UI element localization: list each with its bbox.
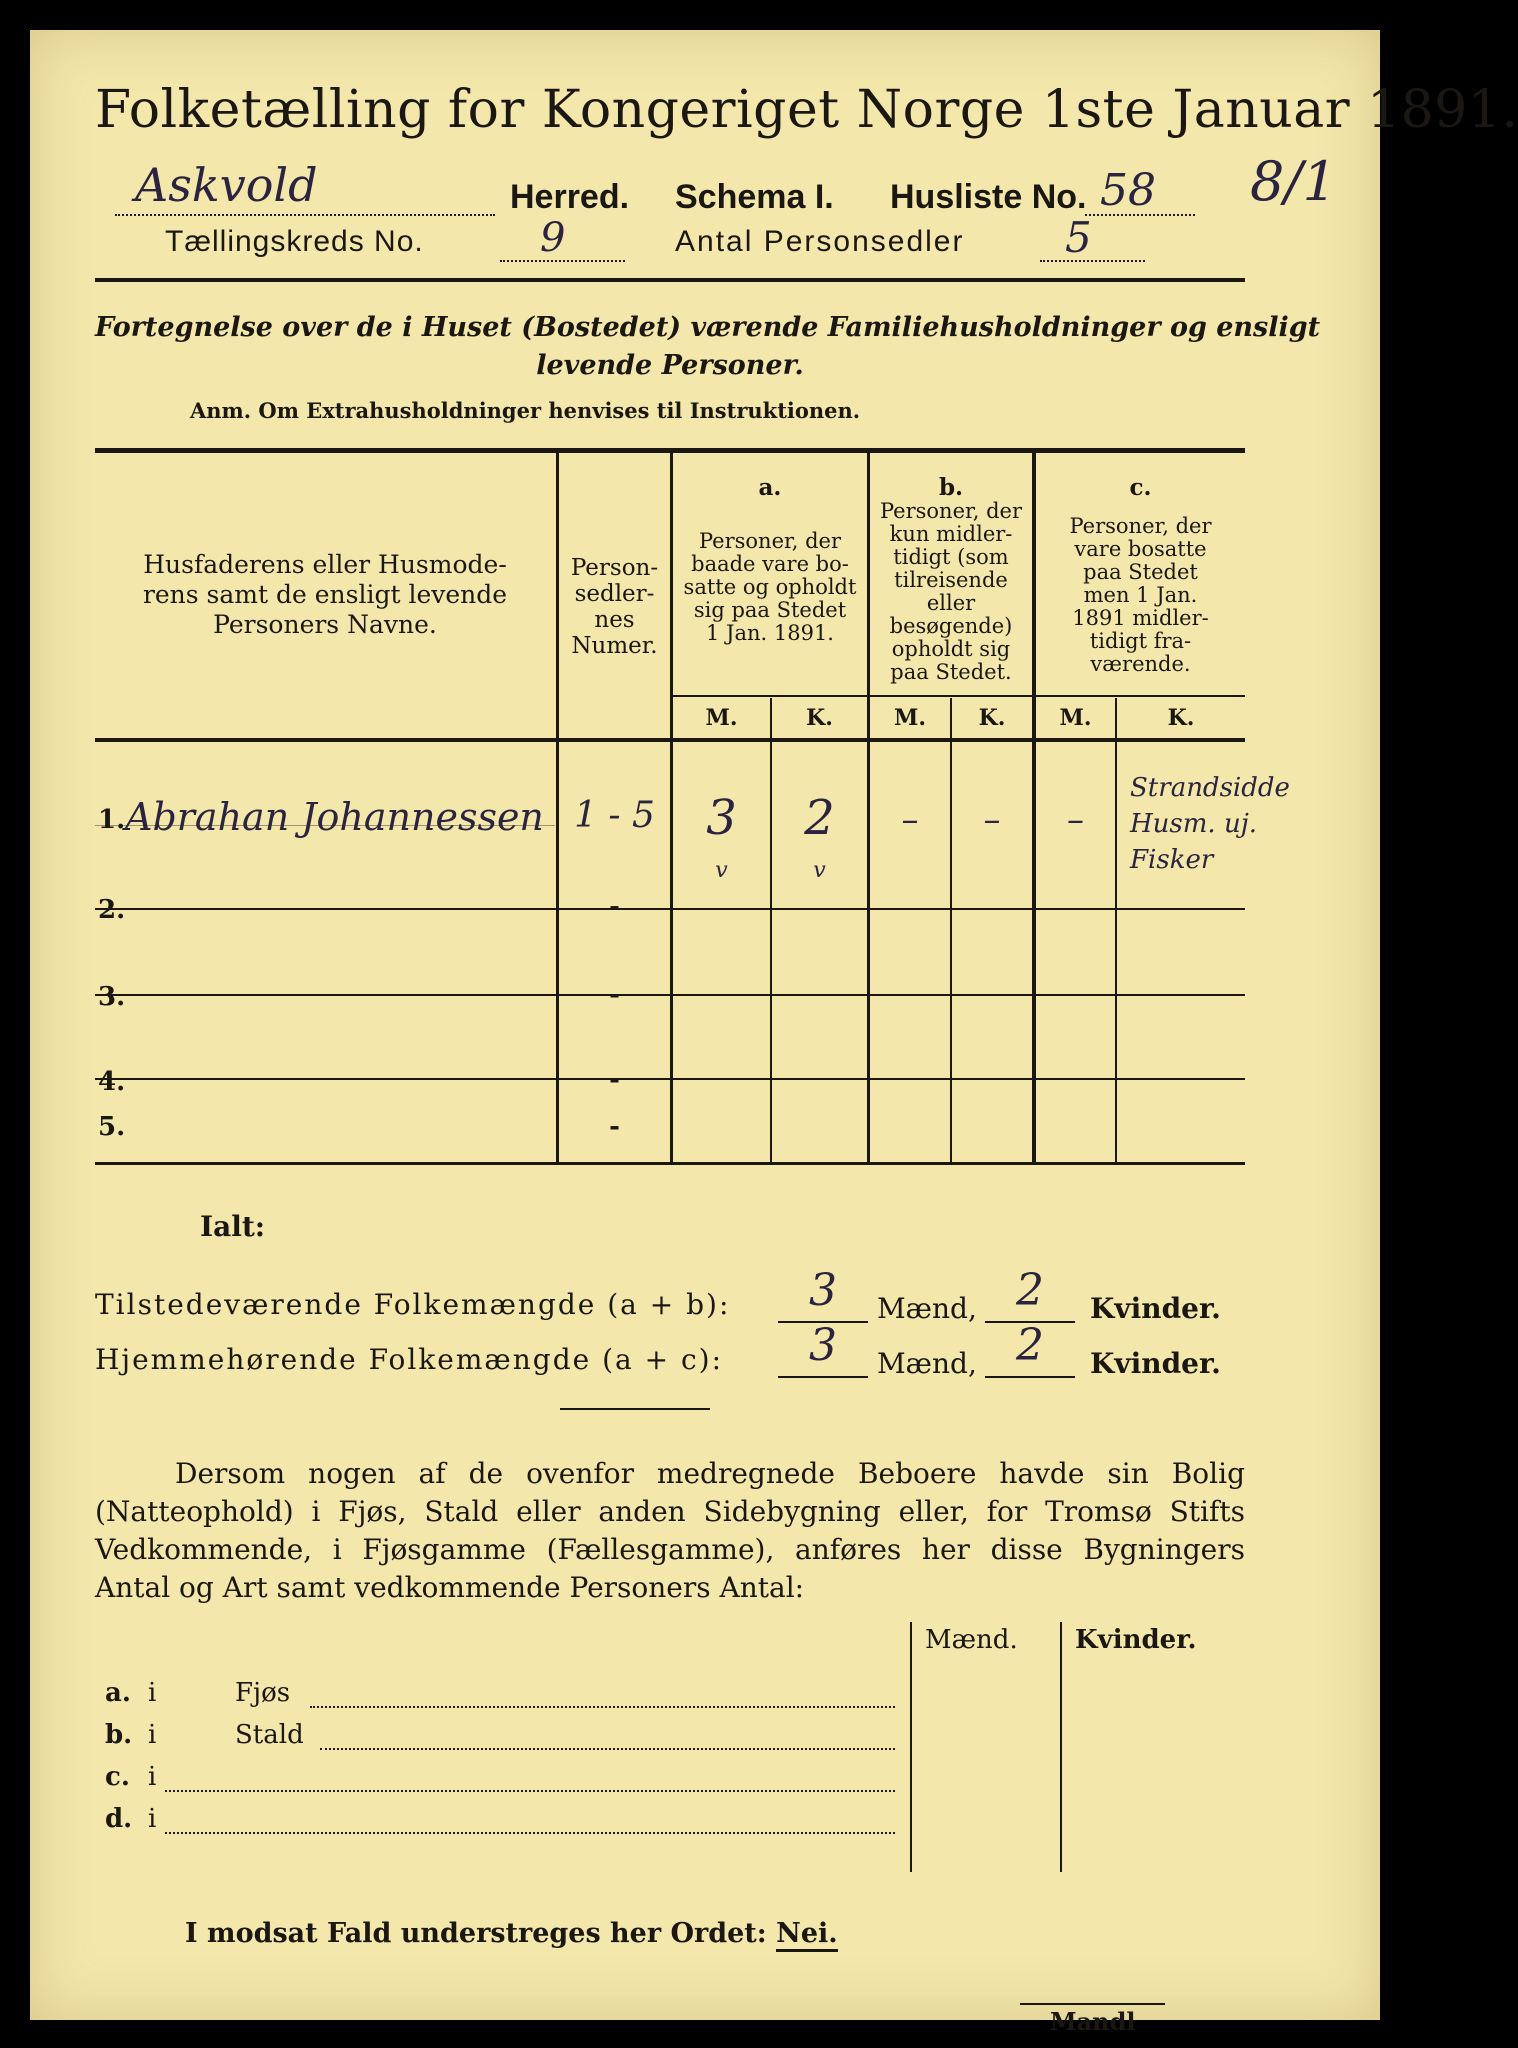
row-number: 3. <box>98 982 126 1012</box>
antal-value: 5 <box>1065 213 1092 262</box>
row-number: 5. <box>98 1112 126 1142</box>
bolig-dots <box>165 1804 895 1834</box>
bolig-sep-2 <box>1060 1622 1062 1872</box>
bolig-kvinder-header: Kvinder. <box>1075 1625 1197 1655</box>
bolig-maend-header: Mænd. <box>925 1625 1018 1655</box>
bolig-letter: b. <box>105 1720 133 1750</box>
a-men-count: 3 <box>706 790 737 846</box>
sedler-dash: - <box>609 892 620 922</box>
c-men-count: – <box>1067 800 1084 840</box>
b-men-count: – <box>901 800 919 840</box>
bottom-rule <box>1020 2003 1165 2005</box>
check-mark-k: v <box>813 858 826 883</box>
col-sep-c-mk <box>1115 698 1117 1163</box>
hjemme-label: Hjemmehørende Folkemængde (a + c): <box>95 1343 723 1376</box>
maend-label-2: Mænd, <box>877 1347 977 1380</box>
hjemme-men: 3 <box>809 1320 837 1371</box>
bolig-paragraph: Dersom nogen af de ovenfor medregnede Beboere havde sin Bolig (Natteophold) i Fjøs, Stald eller anden Sidebygning eller, for Tromsø Stifts Vedkommende, i Fjøsgamme (Fællesgamme), anføres her disse Bygningers Antal og Art samt vedkommende Personers Antal: <box>95 1457 1245 1604</box>
bolig-i: i <box>148 1678 157 1708</box>
herred-label: Herred. <box>510 178 630 216</box>
col-b-header: Personer, der kun midler- tidigt (som tilreisende eller besøgende) opholdt sig paa Stedet. <box>879 499 1023 684</box>
intro-line1: Fortegnelse over de i Huset (Bostedet) værende Familiehusholdninger og ensligt <box>95 312 1321 343</box>
bolig-dots <box>310 1678 895 1708</box>
b-k-label: K. <box>978 705 1006 731</box>
tilstede-label: Tilstedeværende Folkemængde (a + b): <box>95 1288 731 1321</box>
bolig-label: Fjøs <box>235 1678 291 1708</box>
bolig-i: i <box>148 1762 157 1792</box>
col-c-letter: c. <box>1129 474 1152 501</box>
kvinder-label: Kvinder. <box>1090 1292 1221 1325</box>
antal-field <box>1040 230 1145 262</box>
col-name-header: Husfaderens eller Husmode- rens samt de ensligt levende Personers Navne. <box>142 550 508 639</box>
bolig-i: i <box>148 1804 157 1834</box>
c-m-label: M. <box>1059 705 1092 731</box>
row-number: 4. <box>98 1067 126 1097</box>
check-mark-m: v <box>715 858 728 883</box>
a-k-label: K. <box>806 705 833 731</box>
husliste-label: Husliste No. <box>890 178 1087 216</box>
row-number: 2. <box>98 895 126 925</box>
c-k-label: K. <box>1167 705 1195 731</box>
sedler-dash: - <box>609 980 620 1010</box>
anm-note: Anm. Om Extrahusholdninger henvises til Instruktionen. <box>190 398 861 423</box>
col-num-header: Person- sedler- nes Numer. <box>570 555 659 659</box>
a-m-label: M. <box>705 705 738 731</box>
section-divider <box>560 1408 710 1410</box>
census-form-sheet <box>30 30 1518 2036</box>
b-women-count: – <box>983 800 1001 840</box>
bolig-dots <box>320 1720 895 1750</box>
bolig-dots <box>165 1762 895 1792</box>
bolig-letter: a. <box>105 1678 131 1708</box>
col-a-letter: a. <box>758 474 782 501</box>
bolig-letter: c. <box>105 1762 130 1792</box>
kreds-value: 9 <box>540 215 566 261</box>
col-sep-a-mk <box>770 698 772 1163</box>
schema-label: Schema I. <box>675 178 834 216</box>
ialt-label: Ialt: <box>200 1210 266 1243</box>
row-rule-3 <box>95 994 1245 996</box>
col-a-header: Personer, der baade vare bo- satte og opholdt sig paa Stedet 1 Jan. 1891. <box>683 529 857 645</box>
sedler-range: 1 - 5 <box>574 795 655 836</box>
row-rule-4 <box>95 1078 1245 1080</box>
bolig-sep-1 <box>910 1622 912 1872</box>
hjemme-women: 2 <box>1016 1320 1044 1371</box>
kvinder-label-2: Kvinder. <box>1090 1347 1221 1380</box>
col-sep-b-mk <box>950 698 952 1163</box>
person-name: Abrahan Johannessen <box>125 795 544 839</box>
antal-label: Antal Personsedler <box>675 225 965 258</box>
col-b-letter: b. <box>938 474 964 501</box>
herred-value: Askvold <box>135 158 318 212</box>
footer-instruction: I modsat Fald understreges her Ordet: Nei. <box>185 1918 838 1949</box>
occupation-note: Strandsidde Husm. uj. Fisker <box>1130 773 1290 875</box>
bolig-i: i <box>148 1720 157 1750</box>
form-title: Folketælling for Kongeriget Norge 1ste Januar 1891. <box>95 80 1518 140</box>
tilstede-men: 3 <box>809 1265 837 1316</box>
maend-label: Mænd, <box>877 1292 977 1325</box>
header-divider <box>95 278 1245 282</box>
b-m-label: M. <box>893 705 926 731</box>
mk-rule <box>673 695 1245 697</box>
nei-word: Nei. <box>776 1918 838 1952</box>
row-rule-2 <box>95 908 1245 910</box>
cut-off-text: Mandl <box>1050 2007 1136 2036</box>
sedler-dash: - <box>609 1065 620 1095</box>
tilstede-women: 2 <box>1016 1265 1044 1316</box>
corner-note: 8/1 <box>1250 150 1337 213</box>
bolig-label: Stald <box>235 1720 304 1750</box>
intro-line2: levende Personer. <box>536 350 804 381</box>
a-women-count: 2 <box>804 790 835 846</box>
kreds-label: Tællingskreds No. <box>165 225 424 258</box>
husliste-value: 58 <box>1100 165 1156 216</box>
col-c-header: Personer, der vare bosatte paa Stedet men 1 Jan. 1891 midler- tidigt fra- værende. <box>1069 514 1212 676</box>
bolig-letter: d. <box>105 1804 133 1834</box>
sedler-dash: - <box>609 1112 620 1142</box>
row-number: 1. <box>98 805 126 835</box>
